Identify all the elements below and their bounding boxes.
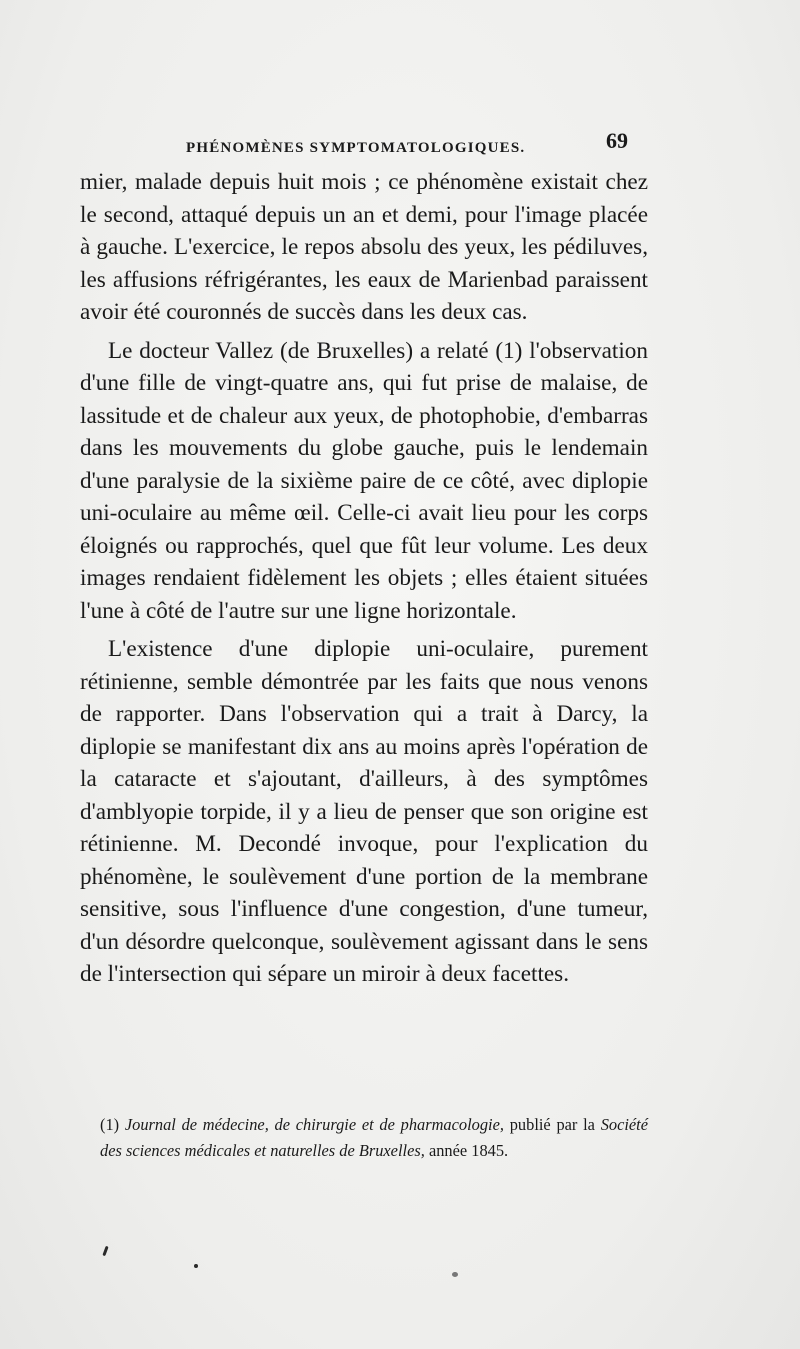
running-title: PHÉNOMÈNES SYMPTOMATOLOGIQUES. [186,140,526,156]
footnote-journal-title: Journal de médecine, de chirurgie et de pharmacologie, [124,1115,504,1134]
footnote-society: Société des sciences médicales et naturelles de Bruxelles, [100,1115,649,1160]
ink-speck [452,1272,458,1277]
body-text [80,166,648,991]
ink-speck [194,1264,198,1268]
footnote-year: année 1845. [428,1141,509,1160]
footnote [100,1112,648,1164]
paragraph-2: Le docteur Vallez (de Bruxelles) a relaté (1) l'observation d'une fille de vingt-quatre ans, qui fut prise de malaise, de lassitude et de chaleur aux yeux, de photophobie, d'embarras dans les mouvements du globe gauche, puis le lendemain d'une paralysie de la sixième paire de ce côté, avec diplopie uni-oculaire au même œil. Celle-ci avait lieu pour les corps éloignés ou rapprochés, quel que fût leur volume. Les deux images rendaient fidèlement les objets ; elles étaient situées l'une à côté de l'autre sur une ligne horizontale. [80,337,648,624]
footnote-published-by: publié par la [509,1115,595,1134]
ink-speck [102,1246,108,1256]
page-number: 69 [606,128,628,153]
footnote-marker: (1) [100,1115,120,1134]
paragraph-3: L'existence d'une diplopie uni-oculaire, purement rétinienne, semble démontrée par les faits que nous venons de rapporter. Dans l'observation qui a trait à Darcy, la diplopie se manifestant dix ans au moins après l'opération de la cataracte et s'ajoutant, d'ailleurs, à des symptômes d'amblyopie torpide, il y a lieu de penser que son origine est rétinienne. M. Decondé invoque, pour l'explication du phénomène, le soulèvement d'une portion de la membrane sensitive, sous l'influence d'une congestion, d'une tumeur, d'un désordre quelconque, soulèvement agissant dans le sens de l'intersection qui sépare un miroir à deux facettes. [80,636,648,987]
paragraph-1: mier, malade depuis huit mois ; ce phénomène existait chez le second, attaqué depuis un an et demi, pour l'image placée à gauche. L'exercice, le repos absolu des yeux, les pédiluves, les affusions réfrigérantes, les eaux de Marienbad paraissent avoir été couronnés de succès dans les deux cas. [80,169,648,325]
